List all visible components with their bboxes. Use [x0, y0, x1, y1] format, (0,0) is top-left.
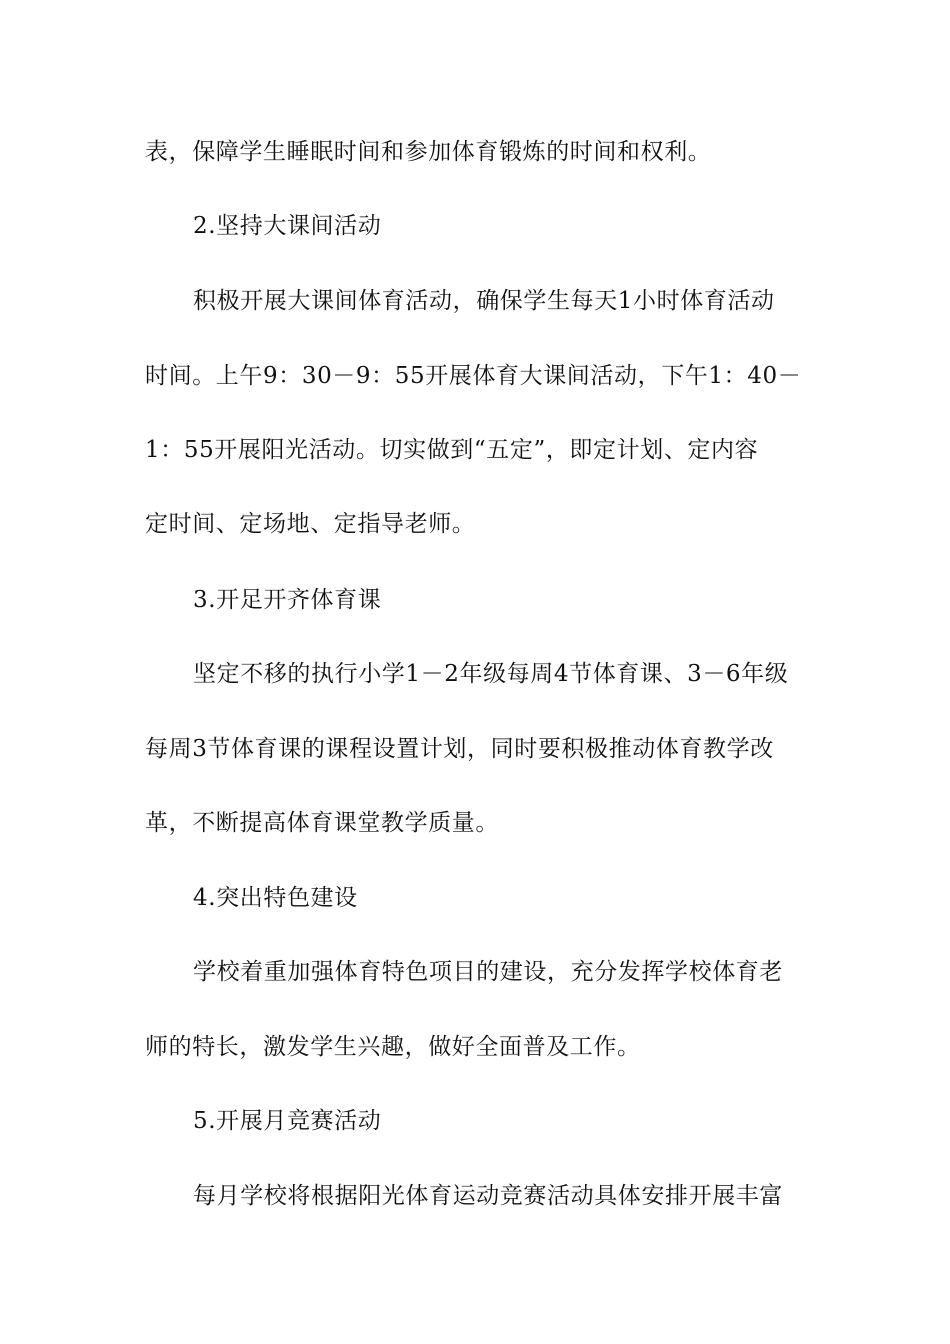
- paragraph-line: 积极开展大课间体育活动，确保学生每天1小时体育活动: [193, 288, 775, 314]
- paragraph-line: 表，保障学生睡眠时间和参加体育锻炼的时间和权利。: [145, 139, 712, 165]
- section-heading-4: 4.突出特色建设: [193, 885, 358, 911]
- section-heading-2: 2.坚持大课间活动: [193, 213, 382, 239]
- paragraph-line: 每周3节体育课的课程设置计划，同时要积极推动体育教学改: [145, 736, 774, 762]
- paragraph-line: 1：55开展阳光活动。切实做到“五定”，即定计划、定内容: [145, 437, 759, 463]
- paragraph-line: 革，不断提高体育课堂教学质量。: [145, 810, 499, 836]
- paragraph-line: 每月学校将根据阳光体育运动竞赛活动具体安排开展丰富: [193, 1183, 783, 1209]
- paragraph-line: 坚定不移的执行小学1－2年级每周4节体育课、3－6年级: [193, 661, 789, 687]
- section-heading-5: 5.开展月竞赛活动: [193, 1108, 382, 1134]
- paragraph-line: 学校着重加强体育特色项目的建设，充分发挥学校体育老: [193, 959, 783, 985]
- paragraph-line: 师的特长，激发学生兴趣，做好全面普及工作。: [145, 1034, 641, 1060]
- section-heading-3: 3.开足开齐体育课: [193, 587, 382, 613]
- paragraph-line: 定时间、定场地、定指导老师。: [145, 511, 476, 537]
- paragraph-line: 时间。上午9：30－9：55开展体育大课间活动，下午1：40－: [145, 363, 802, 389]
